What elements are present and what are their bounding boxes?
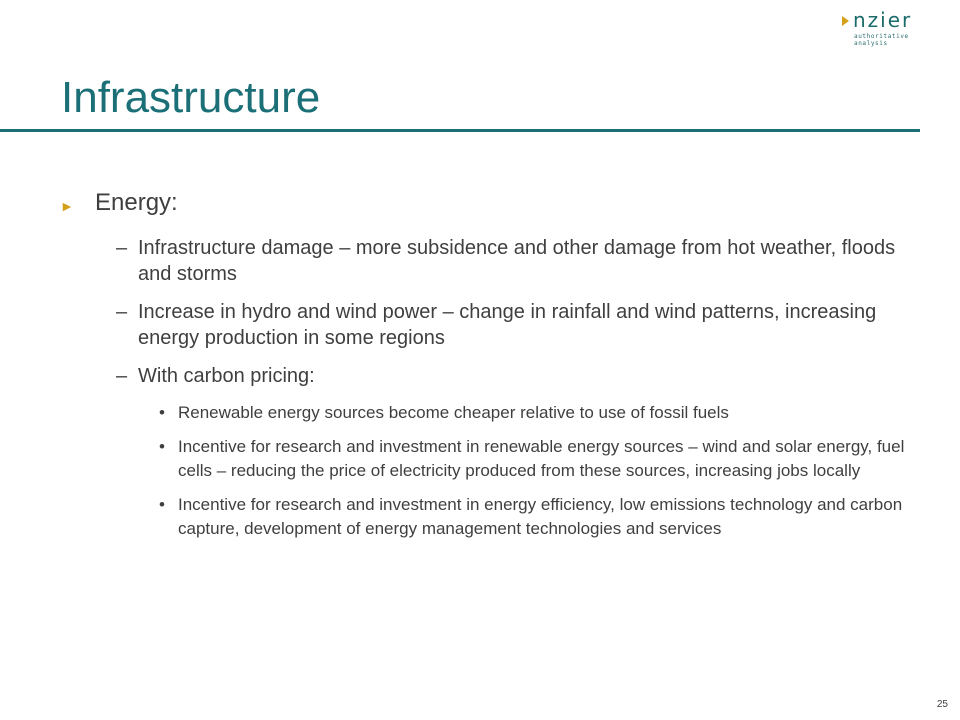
sub-bullet-text: Increase in hydro and wind power – change in rainfall and wind patterns, increasing energy production in some regions: [138, 301, 877, 349]
sub-bullet-infrastructure-damage: [116, 235, 905, 287]
dot-bullet-icon: •: [159, 495, 165, 514]
slide-body: [60, 188, 905, 551]
sub-bullet-text: With carbon pricing:: [138, 365, 315, 387]
sub-bullet-text: Infrastructure damage – more subsidence and other damage from hot weather, floods and storms: [138, 237, 896, 285]
logo-wordmark: nzier: [853, 8, 913, 32]
slide-title: Infrastructure: [61, 73, 321, 122]
carbon-bullet-text: Incentive for research and investment in energy efficiency, low emissions technology and carbon capture, development of energy management technologies and services: [178, 495, 903, 538]
bullet-energy: [60, 188, 905, 221]
carbon-bullet-renewable-research: [159, 435, 905, 483]
nzier-logo: [842, 10, 938, 50]
page-number: 25: [936, 699, 948, 710]
dash-bullet-icon: –: [116, 237, 128, 259]
logo-tagline: authoritative analysis: [854, 33, 909, 47]
logo-arrow-icon: [842, 16, 849, 26]
logo-mark: [842, 10, 938, 30]
dash-bullet-icon: –: [116, 365, 128, 387]
dot-bullet-icon: •: [159, 403, 165, 422]
sub-bullet-hydro-wind: [116, 299, 905, 351]
sub-bullet-carbon-pricing: [116, 363, 905, 389]
carbon-bullet-text: Renewable energy sources become cheaper relative to use of fossil fuels: [178, 403, 729, 422]
title-divider: [0, 129, 920, 132]
carbon-bullet-text: Incentive for research and investment in renewable energy sources – wind and solar energy, fuel cells – reducing the price of electricity produced from these sources, increasing jobs locally: [178, 437, 905, 480]
triangle-bullet-icon: ►: [60, 198, 74, 214]
carbon-bullet-renewables-cheaper: [159, 401, 905, 425]
dash-bullet-icon: –: [116, 301, 128, 323]
carbon-bullet-efficiency-research: [159, 493, 905, 541]
bullet-energy-text: Energy:: [95, 189, 178, 216]
dot-bullet-icon: •: [159, 437, 165, 456]
